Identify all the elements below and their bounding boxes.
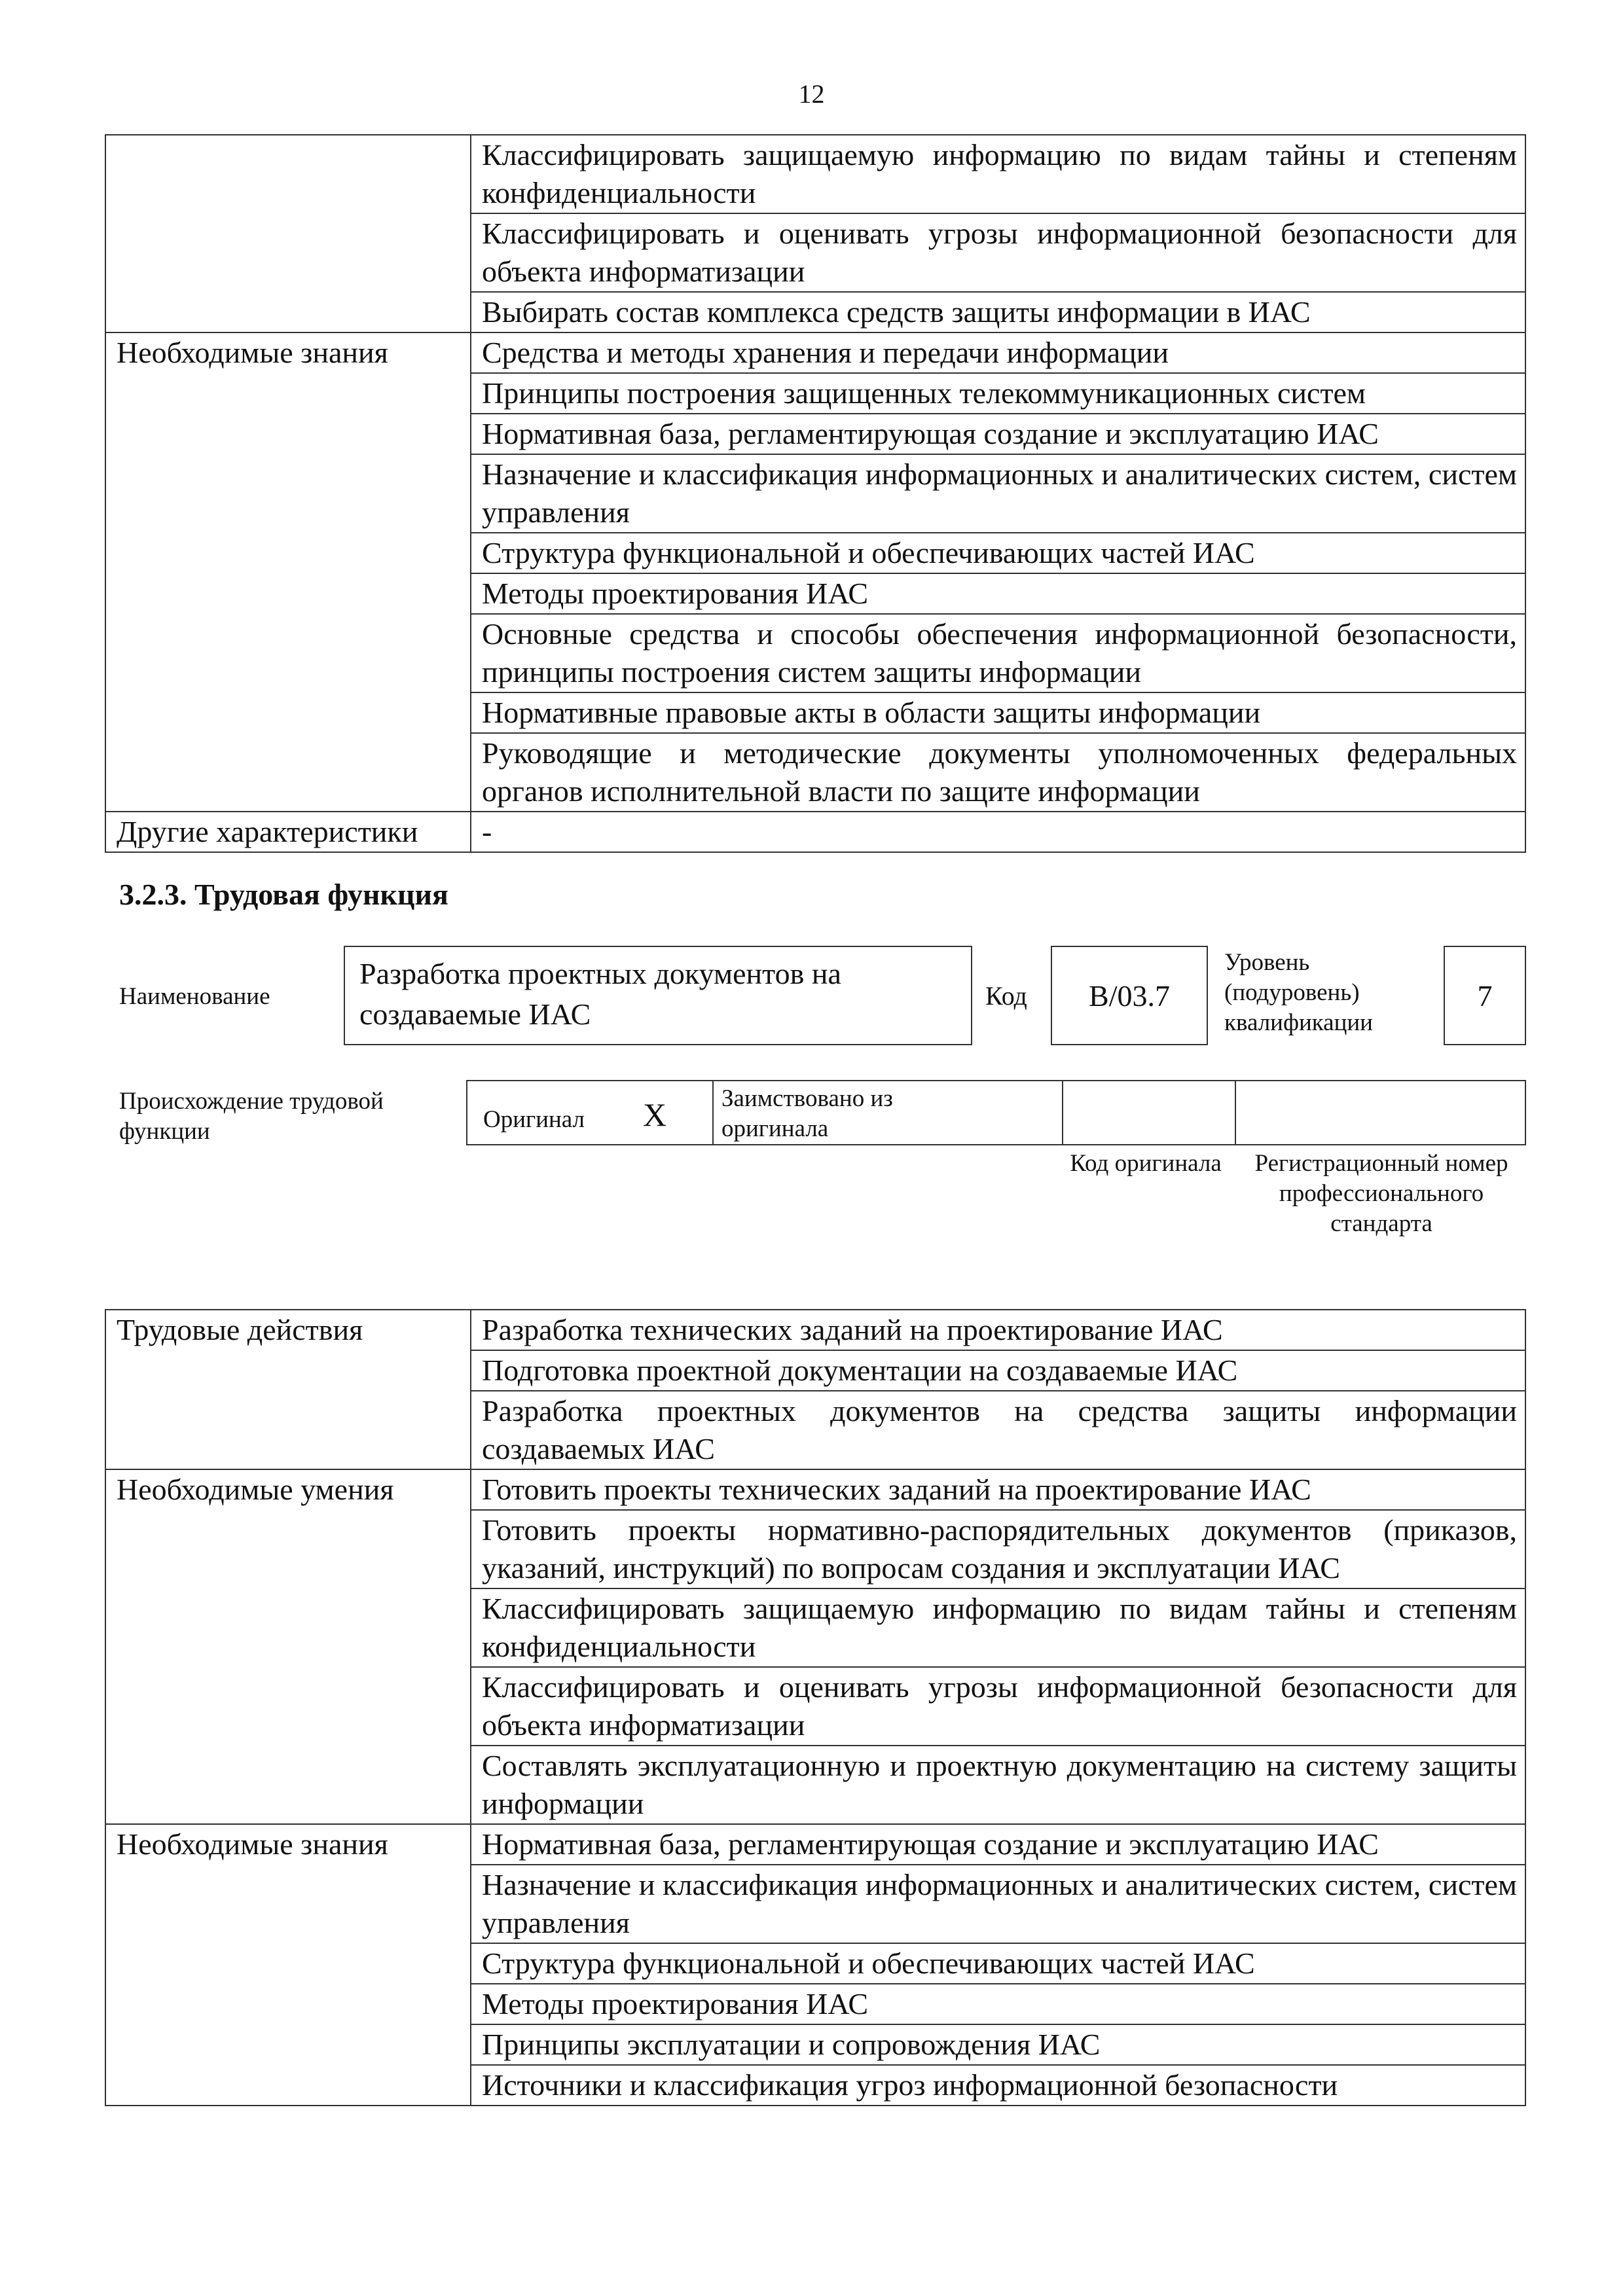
table-row — [105, 1824, 1525, 1865]
row-item: Классифицировать защищаемую информацию по видам тайны и степеням конфиденциальности — [471, 135, 1525, 213]
level-value: 7 — [1477, 979, 1493, 1013]
row-item: Основные средства и способы обеспечения информационной безопасности, принципы построения систем защиты информации — [471, 614, 1525, 692]
row-item: Руководящие и методические документы уполномоченных федеральных органов исполнительной власти по защите информации — [471, 733, 1525, 812]
table-row — [105, 213, 1525, 292]
row-label — [105, 292, 471, 332]
name-value-box — [344, 946, 972, 1045]
row-item: Нормативные правовые акты в области защиты информации — [471, 692, 1525, 733]
row-item: Принципы построения защищенных телекоммуникационных систем — [471, 373, 1525, 414]
section-title: 3.2.3. Трудовая функция — [119, 878, 448, 911]
group-label-actions: Трудовые действия — [105, 1310, 471, 1469]
reg-number-caption: Регистрационный номер профессионального стандарта — [1254, 1150, 1508, 1237]
competency-table-continued — [105, 134, 1526, 853]
function-details-table — [105, 1309, 1526, 2106]
name-label: Наименование — [119, 983, 270, 1010]
row-label — [105, 135, 471, 213]
table-row — [105, 1310, 1525, 1350]
row-item: Готовить проекты нормативно-распорядительных документов (приказов, указаний, инструкций) по вопросам создания и эксплуатации ИАС — [471, 1510, 1525, 1588]
code-value: B/03.7 — [1089, 979, 1170, 1013]
row-label — [105, 213, 471, 292]
row-item: Средства и методы хранения и передачи информации — [471, 332, 1525, 373]
code-label: Код — [985, 981, 1027, 1011]
original-mark: X — [643, 1096, 667, 1133]
row-item: Разработка технических заданий на проектирование ИАС — [471, 1310, 1525, 1350]
table-row — [105, 135, 1525, 213]
row-item: Составлять эксплуатационную и проектную документацию на систему защиты информации — [471, 1746, 1525, 1824]
code-value-box — [1051, 946, 1208, 1045]
origin-divider — [1235, 1081, 1236, 1144]
row-item: Методы проектирования ИАС — [471, 573, 1525, 614]
name-value: Разработка проектных документов на создаваемые ИАС — [359, 957, 841, 1031]
group-label-knowledge: Необходимые знания — [105, 332, 471, 812]
table-row — [105, 292, 1525, 332]
row-item: Назначение и классификация информационных и аналитических систем, систем управления — [471, 1865, 1525, 1943]
row-item: Нормативная база, регламентирующая создание и эксплуатацию ИАС — [471, 414, 1525, 454]
row-item: Назначение и классификация информационных и аналитических систем, систем управления — [471, 454, 1525, 533]
page-number: 12 — [798, 79, 825, 109]
code-original-caption: Код оригинала — [1070, 1150, 1222, 1177]
original-cell — [467, 1081, 714, 1144]
row-item: Выбирать состав комплекса средств защиты информации в ИАС — [471, 292, 1525, 332]
row-item: Принципы эксплуатации и сопровождения ИАС — [471, 2024, 1525, 2065]
level-label: Уровень (подуровень) квалификации — [1224, 949, 1373, 1036]
origin-label: Происхождение трудовой функции — [119, 1088, 384, 1145]
row-item: Разработка проектных документов на средства защиты информации создаваемых ИАС — [471, 1391, 1525, 1469]
table-row — [105, 332, 1525, 373]
group-label-skills: Необходимые умения — [105, 1469, 471, 1824]
row-item: Классифицировать защищаемую информацию по видам тайны и степеням конфиденциальности — [471, 1588, 1525, 1667]
borrowed-label: Заимствовано из оригинала — [721, 1085, 893, 1142]
row-item: Структура функциональной и обеспечивающих частей ИАС — [471, 533, 1525, 573]
row-item: Методы проектирования ИАС — [471, 1984, 1525, 2024]
table-row — [105, 1469, 1525, 1510]
origin-divider — [1062, 1081, 1063, 1144]
row-item: Подготовка проектной документации на создаваемые ИАС — [471, 1350, 1525, 1391]
row-item: Готовить проекты технических заданий на проектирование ИАС — [471, 1469, 1525, 1510]
row-item: Структура функциональной и обеспечивающих частей ИАС — [471, 1943, 1525, 1984]
level-value-box — [1444, 946, 1526, 1045]
row-item: Классифицировать и оценивать угрозы информационной безопасности для объекта информатизации — [471, 1667, 1525, 1746]
row-item: Нормативная база, регламентирующая создание и эксплуатацию ИАС — [471, 1824, 1525, 1865]
row-item: Источники и классификация угроз информационной безопасности — [471, 2065, 1525, 2106]
group-label-knowledge: Необходимые знания — [105, 1824, 471, 2106]
table-row — [105, 812, 1525, 852]
row-item: - — [471, 812, 1525, 852]
origin-row — [466, 1080, 1526, 1145]
group-label-other: Другие характеристики — [105, 812, 471, 852]
original-label: Оригинал — [483, 1106, 585, 1133]
row-item: Классифицировать и оценивать угрозы информационной безопасности для объекта информатизации — [471, 213, 1525, 292]
